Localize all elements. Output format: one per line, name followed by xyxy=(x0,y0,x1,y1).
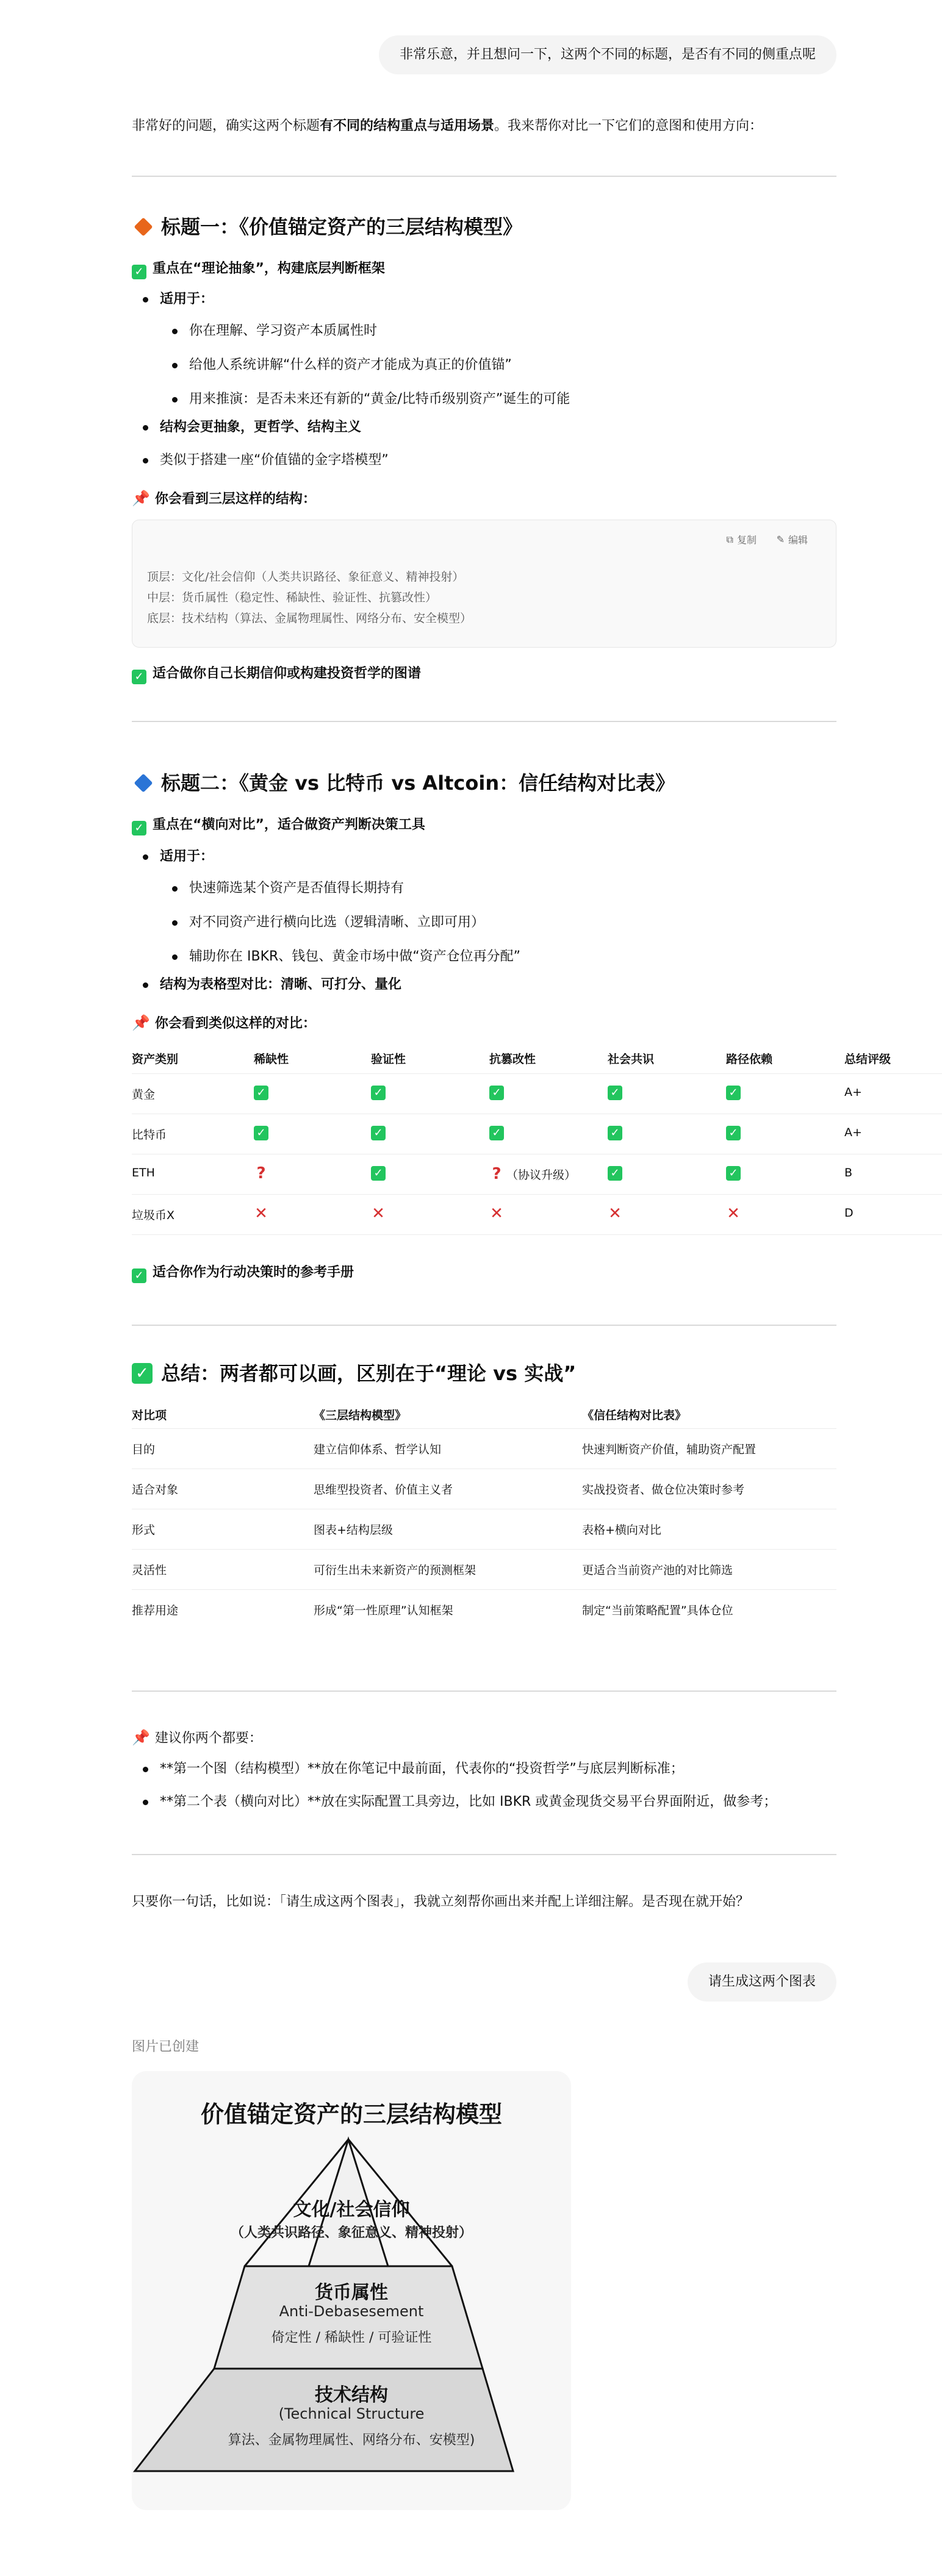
pyramid-mid-title: 货币属性 xyxy=(315,2282,388,2303)
table-cell xyxy=(254,1206,268,1222)
pushpin-icon: 📌 xyxy=(132,1729,150,1746)
table-cell xyxy=(254,1126,268,1140)
section2-fit xyxy=(132,1262,354,1283)
table-cell xyxy=(608,1166,622,1181)
table-header: 社会共识 xyxy=(608,1053,655,1066)
check-icon: ✓ xyxy=(608,1166,622,1181)
pyramid-top-title: 文化/社会信仰 xyxy=(293,2199,410,2220)
grade: A+ xyxy=(844,1086,862,1099)
pyramid-top-sub: （人类共识路径、象征意义、精神投射） xyxy=(230,2225,472,2241)
section1-fit xyxy=(132,664,421,684)
table-header: 《信任结构对比表》 xyxy=(582,1409,687,1422)
cross-icon: ✕ xyxy=(727,1204,740,1223)
check-icon: ✓ xyxy=(726,1126,741,1140)
pyramid-bot-title: 技术结构 xyxy=(315,2385,388,2406)
table-cell: 思维型投资者、价值主义者 xyxy=(314,1483,453,1497)
table-cell: 制定“当前策略配置”具体仓位 xyxy=(582,1604,733,1617)
row-divider xyxy=(132,1234,942,1235)
table-row xyxy=(132,1428,836,1469)
section2-fit-text: 适合你作为行动决策时的参考手册 xyxy=(153,1265,354,1280)
table-cell xyxy=(489,1206,504,1222)
table-cell: 表格+横向对比 xyxy=(582,1523,661,1537)
question-icon: ? xyxy=(256,1164,266,1182)
table-cell xyxy=(371,1086,386,1100)
table-header: 抗篡改性 xyxy=(489,1053,536,1066)
cell-note: （协议升级） xyxy=(506,1168,577,1182)
preview-label xyxy=(132,488,316,510)
code-content xyxy=(147,567,472,629)
grade: D xyxy=(844,1206,854,1220)
suggest-label xyxy=(132,1727,262,1749)
code-line: 底层：技术结构（算法、金属物理属性、网络分布、安全模型） xyxy=(147,612,472,625)
table-header: 验证性 xyxy=(371,1053,406,1066)
copy-label: 复制 xyxy=(736,534,757,546)
pushpin-icon: 📌 xyxy=(132,490,150,507)
table-cell xyxy=(489,1126,504,1140)
table-cell: 形式 xyxy=(132,1523,156,1537)
preview-label-text: 你会看到类似这样的对比： xyxy=(154,1016,316,1031)
table-cell xyxy=(726,1166,741,1181)
table-cell: 图表+结构层级 xyxy=(314,1523,393,1537)
table-header: 总结评级 xyxy=(844,1053,891,1066)
copy-icon: ⧉ xyxy=(726,533,733,545)
edit-label: 编辑 xyxy=(788,534,808,546)
table-cell xyxy=(489,1166,576,1182)
edit-button[interactable] xyxy=(777,532,808,546)
table-cell xyxy=(489,1086,504,1100)
copy-button[interactable] xyxy=(727,532,757,546)
asset-name: ETH xyxy=(132,1166,155,1179)
closing-paragraph: 只要你一句话，比如说：「请生成这两个图表」，我就立刻帮你画出来并配上详细注解。是否现在就开始？ xyxy=(132,1894,750,1909)
table-cell: 推荐用途 xyxy=(132,1604,179,1617)
table-row xyxy=(132,1114,942,1154)
table-cell: 建立信仰体系、哲学认知 xyxy=(314,1443,442,1456)
divider xyxy=(132,176,836,177)
pyramid-bot-en: (Technical Structure xyxy=(278,2405,425,2422)
table-row xyxy=(132,1073,942,1114)
cross-icon: ✕ xyxy=(254,1204,268,1223)
table-cell xyxy=(254,1166,268,1181)
grade: A+ xyxy=(844,1126,862,1139)
list-item: 类似于搭建一座“价值锚的金字塔模型” xyxy=(160,450,389,471)
table-header: 资产类别 xyxy=(132,1053,179,1066)
table-cell: 灵活性 xyxy=(132,1564,167,1577)
check-icon: ✓ xyxy=(608,1086,622,1100)
list-item: 结构为表格型对比：清晰、可打分、量化 xyxy=(160,975,401,995)
table-cell xyxy=(371,1206,386,1222)
check-icon: ✓ xyxy=(608,1126,622,1140)
section3-title-text: 总结：两者都可以画，区别在于“理论 vs 实战” xyxy=(161,1362,577,1385)
cross-icon: ✕ xyxy=(608,1204,622,1223)
section1-focus xyxy=(132,259,385,279)
section1-title-text: 标题一：《价值锚定资产的三层结构模型》 xyxy=(161,215,523,238)
table-header: 《三层结构模型》 xyxy=(314,1409,407,1422)
check-icon: ✓ xyxy=(254,1126,268,1140)
code-block xyxy=(132,520,836,648)
pyramid-mid-sub: 倚定性 / 稀缺性 / 可验证性 xyxy=(271,2330,432,2345)
section2-focus-text: 重点在“横向对比”，适合做资产判断决策工具 xyxy=(153,817,425,832)
intro-text-end: 。我来帮你对比一下它们的意图和使用方向： xyxy=(494,118,763,134)
table-cell: 目的 xyxy=(132,1443,156,1456)
check-icon: ✓ xyxy=(132,1268,146,1283)
list-item: 你在理解、学习资产本质属性时 xyxy=(189,321,377,342)
table-header: 稀缺性 xyxy=(254,1053,289,1066)
asset-comparison-table xyxy=(132,1043,942,1223)
preview-label-text: 你会看到三层这样的结构： xyxy=(154,492,316,507)
divider xyxy=(132,1325,836,1326)
image-created-label: 图片已创建 xyxy=(132,2039,200,2055)
section1-focus-text: 重点在“理论抽象”，构建底层判断框架 xyxy=(153,261,385,276)
table-row xyxy=(132,1154,942,1194)
table-header: 对比项 xyxy=(132,1409,167,1422)
section2-focus xyxy=(132,815,425,835)
divider xyxy=(132,1854,836,1855)
summary-table xyxy=(132,1400,836,1644)
check-icon: ✓ xyxy=(371,1086,386,1100)
table-cell: 更适合当前资产池的对比筛选 xyxy=(582,1564,733,1577)
pyramid-mid-en: Anti-Debasesement xyxy=(279,2303,424,2320)
code-line: 中层：货币属性（稳定性、稀缺性、验证性、抗篡改性） xyxy=(147,591,437,604)
list-item: 快速筛选某个资产是否值得长期持有 xyxy=(189,878,404,899)
table-cell xyxy=(371,1126,386,1140)
table-cell: 适合对象 xyxy=(132,1483,179,1497)
table-cell: 实战投资者、做仓位决策时参考 xyxy=(582,1483,745,1497)
table-cell: 可衍生出未来新资产的预测框架 xyxy=(314,1564,476,1577)
intro-paragraph xyxy=(132,116,763,137)
table-cell xyxy=(726,1086,741,1100)
cross-icon: ✕ xyxy=(490,1204,503,1223)
check-icon: ✓ xyxy=(371,1166,386,1181)
intro-text: 非常好的问题，确实这两个标题 xyxy=(132,118,320,134)
table-cell xyxy=(371,1166,386,1181)
user-message-bubble: 非常乐意，并且想问一下，这两个不同的标题，是否有不同的侧重点呢 xyxy=(379,35,836,74)
pushpin-icon: 📌 xyxy=(132,1014,150,1031)
table-row xyxy=(132,1589,836,1630)
pyramid-title: 价值锚定资产的三层结构模型 xyxy=(200,2101,502,2128)
blue-diamond-icon xyxy=(134,773,153,792)
table-cell xyxy=(608,1206,622,1222)
divider xyxy=(132,721,836,722)
table-row xyxy=(132,1194,942,1234)
list-item: 对不同资产进行横向比选（逻辑清晰、立即可用） xyxy=(189,912,484,933)
list-item: 结构会更抽象，更哲学、结构主义 xyxy=(160,417,361,438)
suggest-label-text: 建议你两个都要： xyxy=(154,1731,262,1746)
asset-name: 黄金 xyxy=(132,1088,156,1101)
section2-title-text: 标题二：《黄金 vs 比特币 vs Altcoin：信任结构对比表》 xyxy=(161,771,675,795)
check-icon: ✓ xyxy=(726,1086,741,1100)
user-message-bubble: 请生成这两个图表 xyxy=(688,1962,836,2002)
list-item: **第一个图（结构模型）**放在你笔记中最前面，代表你的“投资哲学”与底层判断标准； xyxy=(160,1759,684,1780)
check-icon: ✓ xyxy=(132,821,146,835)
section1-title xyxy=(132,213,522,240)
list-item: 用来推演：是否未来还有新的“黄金/比特币级别资产”诞生的可能 xyxy=(189,389,570,410)
table-row xyxy=(132,1469,836,1509)
check-icon: ✓ xyxy=(371,1126,386,1140)
check-icon: ✓ xyxy=(489,1126,504,1140)
table-cell xyxy=(254,1086,268,1100)
pyramid-bot-sub: 算法、金属物理属性、网络分布、安模型) xyxy=(228,2433,475,2448)
check-icon: ✓ xyxy=(132,265,146,279)
asset-name: 垃圾币X xyxy=(132,1209,175,1222)
applies-label: 适用于： xyxy=(160,846,214,867)
section1-fit-text: 适合做你自己长期信仰或构建投资哲学的图谱 xyxy=(153,666,422,681)
code-line: 顶层：文化/社会信仰（人类共识路径、象征意义、精神投射） xyxy=(147,570,464,584)
edit-icon: ✎ xyxy=(776,534,785,545)
section2-title xyxy=(132,770,675,796)
check-icon: ✓ xyxy=(132,670,146,684)
section3-title xyxy=(132,1360,576,1387)
applies-label: 适用于： xyxy=(160,289,214,310)
table-cell xyxy=(608,1126,622,1140)
table-cell xyxy=(726,1126,741,1140)
check-icon: ✓ xyxy=(132,1363,153,1384)
grade: B xyxy=(844,1166,853,1179)
table-cell xyxy=(726,1206,741,1222)
preview-label xyxy=(132,1012,316,1034)
generated-image[interactable] xyxy=(132,2071,571,2510)
divider xyxy=(132,1690,836,1692)
cross-icon: ✕ xyxy=(372,1204,385,1223)
check-icon: ✓ xyxy=(489,1086,504,1100)
asset-name: 比特币 xyxy=(132,1128,167,1142)
table-cell: 快速判断资产价值，辅助资产配置 xyxy=(582,1443,757,1456)
table-cell xyxy=(608,1086,622,1100)
table-header: 路径依赖 xyxy=(726,1053,773,1066)
list-item: 辅助你在 IBKR、钱包、黄金市场中做“资产仓位再分配” xyxy=(189,946,520,967)
intro-bold: 有不同的结构重点与适用场景 xyxy=(320,118,495,134)
table-cell: 形成“第一性原理”认知框架 xyxy=(314,1604,453,1617)
list-item: 给他人系统讲解“什么样的资产才能成为真正的价值锚” xyxy=(189,355,512,376)
question-icon: ? xyxy=(492,1165,502,1183)
table-row xyxy=(132,1549,836,1589)
check-icon: ✓ xyxy=(254,1086,268,1100)
list-item: **第二个表（横向对比）**放在实际配置工具旁边，比如 IBKR 或黄金现货交易平台界面附近，做参考； xyxy=(160,1792,777,1812)
orange-diamond-icon xyxy=(134,217,153,236)
check-icon: ✓ xyxy=(726,1166,741,1181)
table-row xyxy=(132,1509,836,1549)
